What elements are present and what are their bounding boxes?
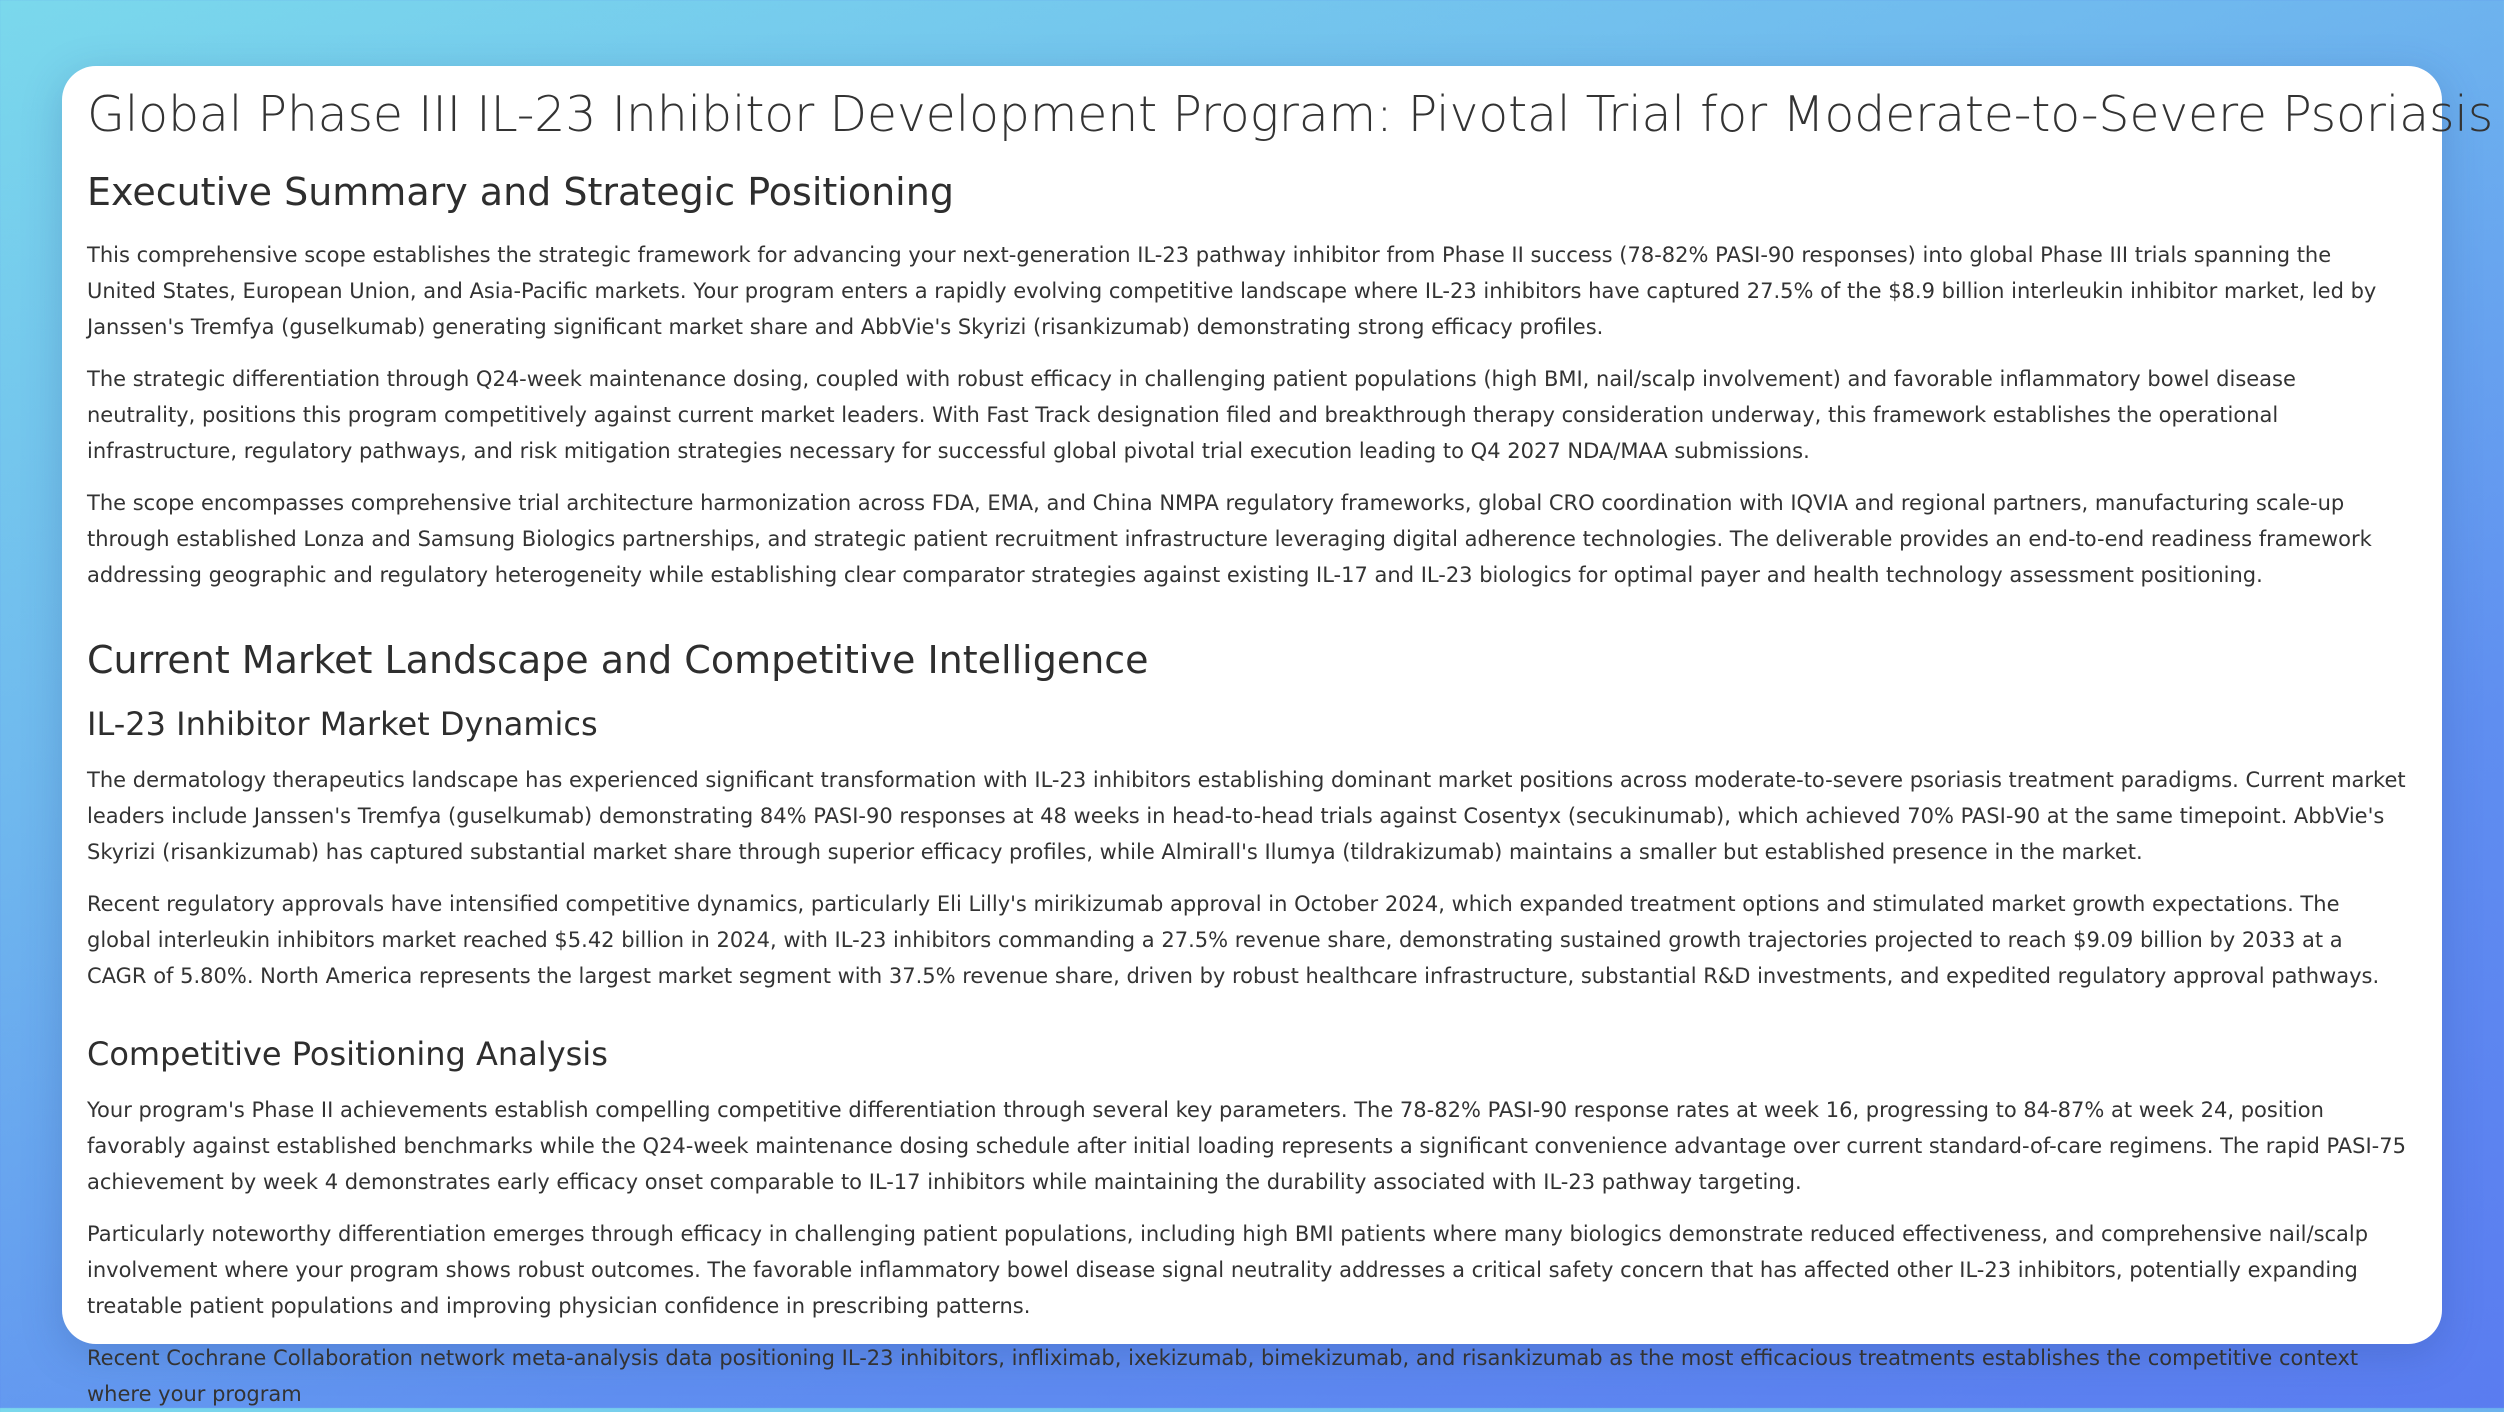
paragraph: The scope encompasses comprehensive trial architecture harmonization across FDA, EMA, and China NMPA regulatory frameworks, global CRO coordination with IQVIA and regional partners, manufacturing scale-up through established Lonza and Samsung Biologics partnerships, and strategic patient recruitment infrastructure leveraging digital adherence technologies. The deliverable provides an end-to-end readiness framework addressing geographic and regulatory heterogeneity while establishing clear comparator strategies against existing IL-17 and IL-23 biologics for optimal payer and health technology assessment positioning. bbox=[87, 490, 2372, 587]
paragraph: Recent Cochrane Collaboration network meta-analysis data positioning IL-23 inhibitors, infliximab, ixekizumab, bimekizumab, and risankizumab as the most efficacious treatments establishes the competitive context where your program bbox=[87, 1346, 2359, 1407]
document-content bbox=[62, 66, 2494, 1412]
paragraph: Particularly noteworthy differentiation emerges through efficacy in challenging patient populations, including high BMI patients where many biologics demonstrate reduced effectiveness, and comprehensive nail/scalp involvement where your program shows robust outcomes. The favorable inflammatory bowel disease signal neutrality addresses a critical safety concern that has affected other IL-23 inhibitors, potentially expanding treatable patient populations and improving physician confidence in prescribing patterns. bbox=[87, 1222, 2369, 1319]
page-title: Global Phase III IL-23 Inhibitor Development Program: Pivotal Trial for Moderate-to-Severe Psoriasis bbox=[87, 86, 2494, 143]
section-heading-executive-summary: Executive Summary and Strategic Positioning bbox=[87, 170, 954, 215]
subsection-heading-competitive-positioning: Competitive Positioning Analysis bbox=[87, 1035, 608, 1074]
paragraph: Recent regulatory approvals have intensified competitive dynamics, particularly Eli Lilly's mirikizumab approval in October 2024, which expanded treatment options and stimulated market growth expectations. The global interleukin inhibitors market reached $5.42 billion in 2024, with IL-23 inhibitors commanding a 27.5% revenue share, demonstrating sustained growth trajectories projected to reach $9.09 billion by 2033 at a CAGR of 5.80%. North America represents the largest market segment with 37.5% revenue share, driven by robust healthcare infrastructure, substantial R&D investments, and expedited regulatory approval pathways. bbox=[87, 892, 2380, 989]
subsection-heading-market-dynamics: IL-23 Inhibitor Market Dynamics bbox=[87, 705, 598, 744]
paragraph: The strategic differentiation through Q24-week maintenance dosing, coupled with robust efficacy in challenging patient populations (high BMI, nail/scalp involvement) and favorable inflammatory bowel disease neutrality, positions this program competitively against current market leaders. With Fast Track designation filed and breakthrough therapy consideration underway, this framework establishes the operational infrastructure, regulatory pathways, and risk mitigation strategies necessary for successful global pivotal trial execution leading to Q4 2027 NDA/MAA submissions. bbox=[87, 366, 2296, 463]
document-card bbox=[62, 66, 2494, 1407]
section-heading-market-landscape: Current Market Landscape and Competitive Intelligence bbox=[87, 637, 1149, 682]
paragraph: The dermatology therapeutics landscape has experienced significant transformation with IL-23 inhibitors establishing dominant market positions across moderate-to-severe psoriasis treatment paradigms. Current market leaders include Janssen's Tremfya (guselkumab) demonstrating 84% PASI-90 responses at 48 weeks in head-to-head trials against Cosentyx (secukinumab), which achieved 70% PASI-90 at the same timepoint. AbbVie's Skyrizi (risankizumab) has captured substantial market share through superior efficacy profiles, while Almirall's Ilumya (tildrakizumab) maintains a smaller but established presence in the market. bbox=[87, 768, 2406, 865]
paragraph: This comprehensive scope establishes the strategic framework for advancing your next-generation IL-23 pathway inhibitor from Phase II success (78-82% PASI-90 responses) into global Phase III trials spanning the United States, European Union, and Asia-Pacific markets. Your program enters a rapidly evolving competitive landscape where IL-23 inhibitors have captured 27.5% of the $8.9 billion interleukin inhibitor market, led by Janssen's Tremfya (guselkumab) generating significant market share and AbbVie's Skyrizi (risankizumab) demonstrating strong efficacy profiles. bbox=[87, 242, 2377, 339]
paragraph: Your program's Phase II achievements establish compelling competitive differentiation through several key parameters. The 78-82% PASI-90 response rates at week 16, progressing to 84-87% at week 24, position favorably against established benchmarks while the Q24-week maintenance dosing schedule after initial loading represents a significant convenience advantage over current standard-of-care regimens. The rapid PASI-75 achievement by week 4 demonstrates early efficacy onset comparable to IL-17 inhibitors while maintaining the durability associated with IL-23 pathway targeting. bbox=[87, 1098, 2406, 1195]
